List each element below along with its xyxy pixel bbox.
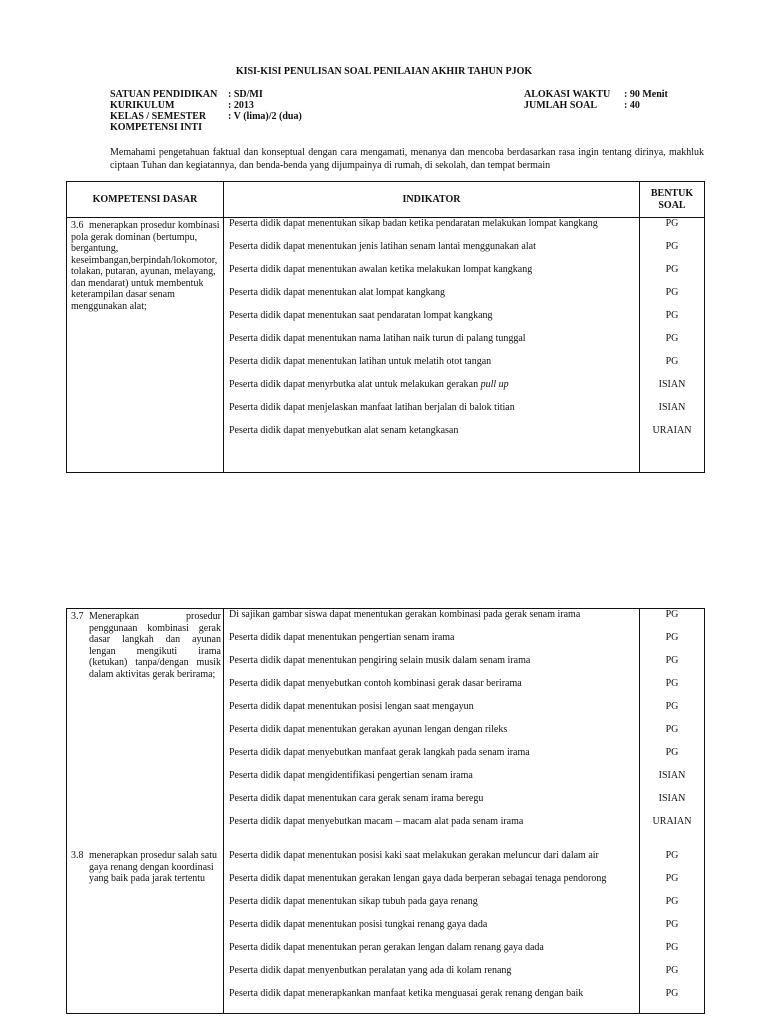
indikator-row [224,425,639,448]
meta-key: SATUAN PENDIDIKAN [110,89,218,100]
indikator-text: Peserta didik dapat menyenbutkan peralatan yang ada di kolam renang [229,965,512,976]
indikator-text: Peserta didik dapat menentukan gerakan ayunan lengan dengan rileks [229,724,508,735]
indikator-row [224,850,639,873]
indikator-row [224,218,639,241]
indikator-row [224,965,639,988]
indikator-row [224,770,639,793]
header-bentuk-soal: BENTUK SOAL [640,182,705,218]
meta-row [110,111,302,122]
indikator-row [224,609,639,632]
indikator-row [224,379,639,402]
indikator-row [224,655,639,678]
kd-text: menerapkan prosedur salah satu gaya renang dengan koordinasi yang baik pada jarak tertentu [89,850,218,884]
indikator-list [224,850,639,1011]
kd-text: Menerapkan prosedur penggunaan kombinasi gerak dasar langkah dan ayunan lengan mengikuti irama (ketukan) tanpa/dengan musik dalam aktivitas gerak berirama; [89,611,221,680]
table-header-row [67,182,705,218]
kisi-table-2 [66,608,705,1014]
kd-number: 3.7 [71,611,84,622]
indikator-row [224,896,639,919]
indikator-text: Peserta didik dapat menentukan sikap badan ketika pendaratan melakukan lompat kangkang [229,218,598,229]
bentuk-soal-cell: ISIAN [658,770,686,781]
bentuk-soal-cell: PG [665,919,679,930]
indikator-text: Peserta didik dapat mengidentifikasi pengertian senam irama [229,770,473,781]
bentuk-soal-cell: ISIAN [658,379,686,390]
indikator-row [224,701,639,724]
indikator-text: Peserta didik dapat menentukan gerakan lengan gaya dada berperan sebagai tenaga pendorong [229,873,607,884]
indikator-row [224,988,639,1011]
meta-row [110,122,302,133]
bentuk-soal-cell: PG [665,701,679,712]
meta-value: : 40 [624,100,640,111]
indikator-row [224,632,639,655]
indikator-row [224,724,639,747]
kompetensi-inti-text: Memahami pengetahuan faktual dan konseptual dengan cara mengamati, menanya dan mencoba berdasarkan rasa ingin tentang dirinya, makhluk ciptaan Tuhan dan kegiatannya, dan benda-benda yang dijumpainya di rumah, di sekolah, dan tempat bermain [110,147,704,171]
bentuk-soal-cell: PG [665,241,679,252]
bentuk-soal-cell: PG [665,988,679,999]
indikator-list [224,609,639,839]
bentuk-soal-cell: PG [665,264,679,275]
document-title: KISI-KISI PENULISAN SOAL PENILAIAN AKHIR TAHUN PJOK [235,66,533,77]
bentuk-soal-cell: URAIAN [652,425,692,436]
indikator-row [224,402,639,425]
bentuk-soal-cell: ISIAN [658,793,686,804]
meta-value: : V (lima)/2 (dua) [228,111,302,122]
bentuk-soal-cell: PG [665,747,679,758]
bentuk-soal-list [640,850,704,1011]
kd-text: menerapkan prosedur kombinasi pola gerak dominan (bertumpu, bergantung, keseimbangan,berpindah/lokomotor, tolakan, putaran, ayunan, melayang, dan mendarat) untuk membentuk keterampilan dasar senam menggunakan alat; [71,220,220,312]
bentuk-soal-list [640,218,704,448]
indikator-row [224,356,639,379]
indikator-row [224,793,639,816]
indikator-text: Peserta didik dapat menentukan jenis latihan senam lantai menggunakan alat [229,241,536,252]
indikator-text: Peserta didik dapat menentukan nama latihan naik turun di palang tunggal [229,333,526,344]
indikator-text: Peserta didik dapat menjelaskan manfaat latihan berjalan di balok titian [229,402,515,413]
kd-3-8 [67,848,223,885]
indikator-row [224,942,639,965]
meta-value: : 2013 [228,100,254,111]
meta-row [524,89,668,100]
indikator-row [224,310,639,333]
meta-key: KELAS / SEMESTER [110,111,207,122]
kd-3-7 [67,609,223,680]
indikator-text: Peserta didik dapat menyebutkan contoh kombinasi gerak dasar berirama [229,678,522,689]
indikator-row [224,816,639,839]
bentuk-soal-cell: PG [665,632,679,643]
indikator-text: Peserta didik dapat menentukan pengertian senam irama [229,632,455,643]
meta-key: KOMPETENSI INTI [110,122,202,133]
indikator-row [224,333,639,356]
meta-row [110,100,302,111]
indikator-row [224,241,639,264]
indikator-text: Peserta didik dapat menentukan awalan ketika melakukan lompat kangkang [229,264,533,275]
indikator-text: Peserta didik dapat menyrbutka alat untuk melakukan gerakan [229,379,479,390]
meta-row [524,100,668,111]
table-row [67,218,705,473]
bentuk-soal-cell: PG [665,356,679,367]
indikator-row [224,678,639,701]
meta-key: JUMLAH SOAL [524,100,598,111]
indikator-text: Peserta didik dapat menentukan peran gerakan lengan dalam renang gaya dada [229,942,544,953]
indikator-text: Peserta didik dapat menerapkankan manfaat ketika menguasai gerak renang dengan baik [229,988,584,999]
meta-value: : SD/MI [228,89,263,100]
bentuk-soal-cell: PG [665,965,679,976]
indikator-text: Peserta didik dapat menyebutkan macam – macam alat pada senam irama [229,816,524,827]
indikator-text: Peserta didik dapat menentukan posisi lengan saat mengayun [229,701,474,712]
indikator-text: Peserta didik dapat menentukan latihan untuk melatih otot tangan [229,356,492,367]
meta-key: KURIKULUM [110,100,175,111]
bentuk-soal-cell: PG [665,942,679,953]
indikator-text: Peserta didik dapat menentukan pengiring selain musik dalam senam irama [229,655,531,666]
bentuk-soal-cell: PG [665,678,679,689]
indikator-text: Peserta didik dapat menentukan cara gerak senam irama beregu [229,793,484,804]
bentuk-soal-cell: PG [665,609,679,620]
bentuk-soal-cell: PG [665,850,679,861]
bentuk-soal-cell: PG [665,724,679,735]
bentuk-soal-cell: URAIAN [652,816,692,827]
indikator-text: Peserta didik dapat menentukan posisi kaki saat melakukan gerakan meluncur dari dalam air [229,850,599,861]
bentuk-soal-cell: PG [665,873,679,884]
kd-3-6 [67,218,223,312]
meta-left-block [110,89,302,133]
table-row [67,609,705,1014]
indikator-text: Peserta didik dapat menyebutkan manfaat gerak langkah pada senam irama [229,747,530,758]
bentuk-soal-cell: PG [665,333,679,344]
indikator-list [224,218,639,448]
indikator-row [224,919,639,942]
indikator-text: Peserta didik dapat menentukan alat lompat kangkang [229,287,446,298]
indikator-row [224,747,639,770]
bentuk-soal-cell: PG [665,310,679,321]
bentuk-soal-cell: ISIAN [658,402,686,413]
bentuk-soal-cell: PG [665,287,679,298]
kd-number: 3.6 [71,220,84,231]
header-kompetensi-dasar: KOMPETENSI DASAR [67,182,224,218]
meta-row [110,89,302,100]
bentuk-soal-cell: PG [665,655,679,666]
meta-right-block [524,89,668,111]
indikator-italic-term: pull up [480,379,509,390]
indikator-text: Peserta didik dapat menyebutkan alat senam ketangkasan [229,425,459,436]
indikator-row [224,287,639,310]
indikator-row [224,873,639,896]
header-indikator: INDIKATOR [224,182,640,218]
kd-number: 3.8 [71,850,84,861]
indikator-text: Peserta didik dapat menentukan saat pendaratan lompat kangkang [229,310,493,321]
bentuk-soal-cell: PG [665,896,679,907]
indikator-text: Peserta didik dapat menentukan sikap tubuh pada gaya renang [229,896,478,907]
meta-value: : 90 Menit [624,89,668,100]
bentuk-soal-cell: PG [665,218,679,229]
meta-key: ALOKASI WAKTU [524,89,611,100]
indikator-text: Di sajikan gambar siswa dapat menentukan gerakan kombinasi pada gerak senam irama [229,609,581,620]
bentuk-soal-list [640,609,704,839]
indikator-text: Peserta didik dapat menentukan posisi tungkai renang gaya dada [229,919,488,930]
kisi-table-1 [66,181,705,473]
indikator-row [224,264,639,287]
